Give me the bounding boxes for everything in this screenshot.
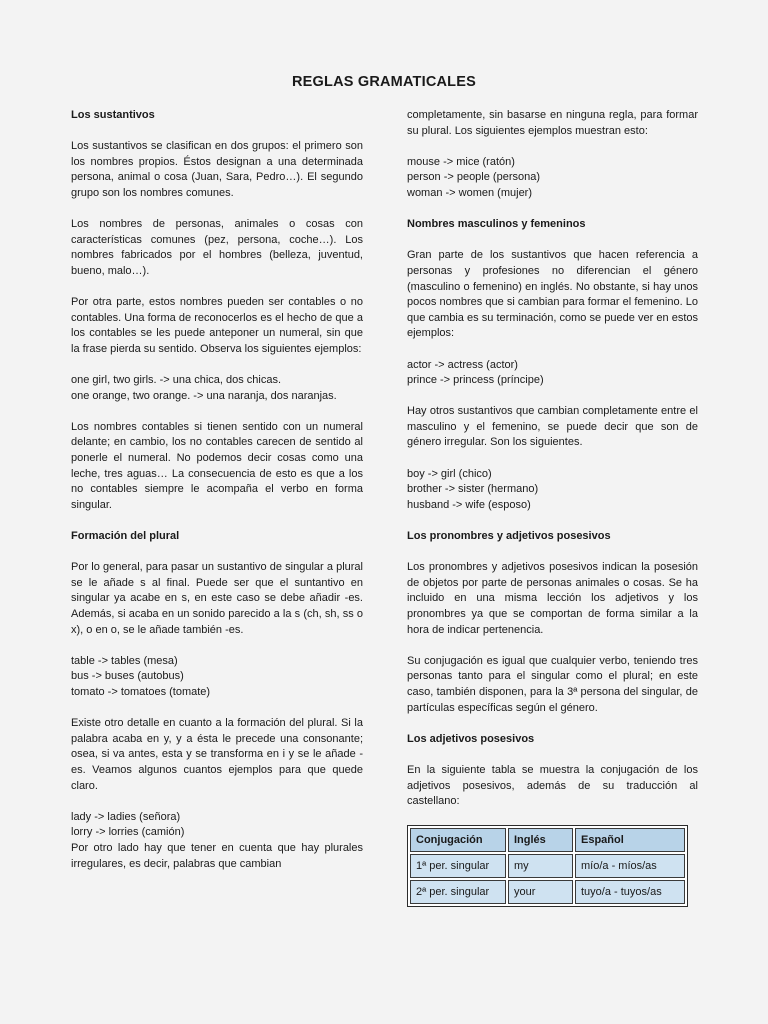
paragraph: completamente, sin basarse en ninguna regla, para formar su plural. Los siguientes ejemplos muestran esto: [407,109,698,137]
example-list [71,810,363,841]
paragraph: Su conjugación es igual que cualquier verbo, teniendo tres personas tanto para el singular como el plural; en este caso, también disponen, para la 3ª persona del singular, de partículas específicas según el género. [407,654,698,714]
paragraph: Los nombres contables si tienen sentido con un numeral delante; en cambio, los no contables carecen de sentido al ponerle el numeral. No podemos decir cosas como una leche, tres aguas… La consecuencia de esto es que a los no contables siempre le acompaña el verbo en forma singular. [71,420,363,511]
paragraph: Los sustantivos se clasifican en dos grupos: el primero son los nombres propios. Éstos designan a una determinada persona, animal o cosa (Juan, Sara, Pedro…). El segundo grupo son los nombres comunes. [71,140,363,199]
example-line: mouse -> mice (ratón) [407,155,515,168]
right-column [407,108,698,907]
example-line: woman -> women (mujer) [407,186,533,199]
example-list [407,155,698,202]
example-line: lorry -> lorries (camión) [71,826,185,839]
paragraph: Gran parte de los sustantivos que hacen referencia a personas y profesiones no diferencian el género (masculino o femenino) en inglés. No obstante, si hay unos pocos nombres que si cambian para formar el femenino. Lo que cambia es su terminación, como se puede ver en estos ejemplos: [407,249,698,340]
paragraph: Hay otros sustantivos que cambian completamente entre el masculino y el femenino, se puede decir que son de género irregular. Son los siguientes. [407,405,698,449]
possessive-table [407,825,688,907]
table-cell: mío/a - míos/as [575,854,685,878]
heading-adjetivos: Los adjetivos posesivos [407,732,535,745]
example-line: boy -> girl (chico) [407,467,492,480]
example-list [71,373,363,404]
example-line: lady -> ladies (señora) [71,810,181,823]
table-header-cell: Español [575,828,685,852]
example-line: brother -> sister (hermano) [407,483,539,496]
left-column [71,108,363,872]
example-line: tomato -> tomatoes (tomate) [71,685,211,698]
example-line: bus -> buses (autobus) [71,670,184,683]
example-line: actor -> actress (actor) [407,358,518,371]
table-header-cell: Conjugación [410,828,506,852]
heading-sustantivos: Los sustantivos [71,109,155,121]
example-line: prince -> princess (príncipe) [407,374,544,387]
example-line: one orange, two orange. -> una naranja, dos naranjas. [71,389,337,402]
table-row [410,880,685,904]
example-list [407,467,698,514]
page-title: REGLAS GRAMATICALES [292,74,476,90]
table-header-cell: Inglés [508,828,573,852]
example-line: person -> people (persona) [407,171,540,184]
table-header-row [410,828,685,852]
paragraph: En la siguiente tabla se muestra la conjugación de los adjetivos posesivos, además de su traducción al castellano: [407,763,698,808]
paragraph: Por otro lado hay que tener en cuenta que hay plurales irregulares, es decir, palabras que cambian [71,841,363,870]
table-cell: your [508,880,573,904]
paragraph: Los nombres de personas, animales o cosas con características comunes (pez, persona, coche…). Los nombres fabricados por el hombres (belleza, juventud, bueno, malo…). [71,218,363,277]
example-line: husband -> wife (esposo) [407,498,531,511]
example-list [71,654,363,701]
table-cell: my [508,854,573,878]
example-line: table -> tables (mesa) [71,654,178,667]
table-cell: 1ª per. singular [410,854,506,878]
heading-masculinos: Nombres masculinos y femeninos [407,218,586,231]
paragraph: Por otra parte, estos nombres pueden ser contables o no contables. Una forma de reconocerlos es el hecho de que a los contables se les puede anteponer un numeral, sin que la frase pierda su sentido. Observa los siguientes ejemplos: [71,296,363,355]
heading-plural: Formación del plural [71,530,180,543]
example-list [407,358,698,389]
paragraph: Existe otro detalle en cuanto a la formación del plural. Si la palabra acaba en y, y a ésta le precede una consonante; osea, si va antes, esta y se transforma en i y se le añade -es. Veamos algunos cuantos ejemplos para que quede claro. [71,717,363,792]
table-cell: tuyo/a - tuyos/as [575,880,685,904]
paragraph: Los pronombres y adjetivos posesivos indican la posesión de objetos por parte de personas animales o cosas. Se ha incluido en una misma lección los adjetivos y los pronombres ya que se comportan de forma similar a la hora de indicar pertenencia. [407,561,698,636]
paragraph: Por lo general, para pasar un sustantivo de singular a plural se le añade s al final. Puede ser que el suntantivo en singular ya acabe en s, en este caso se debe añadir -es. Además, si acaba en un sonido parecido a la s (ch, sh, ss o x), o en o, se le añade también -es. [71,561,363,636]
table-row [410,854,685,878]
example-line: one girl, two girls. -> una chica, dos chicas. [71,374,282,387]
table-cell: 2ª per. singular [410,880,506,904]
heading-pronombres: Los pronombres y adjetivos posesivos [407,530,611,543]
